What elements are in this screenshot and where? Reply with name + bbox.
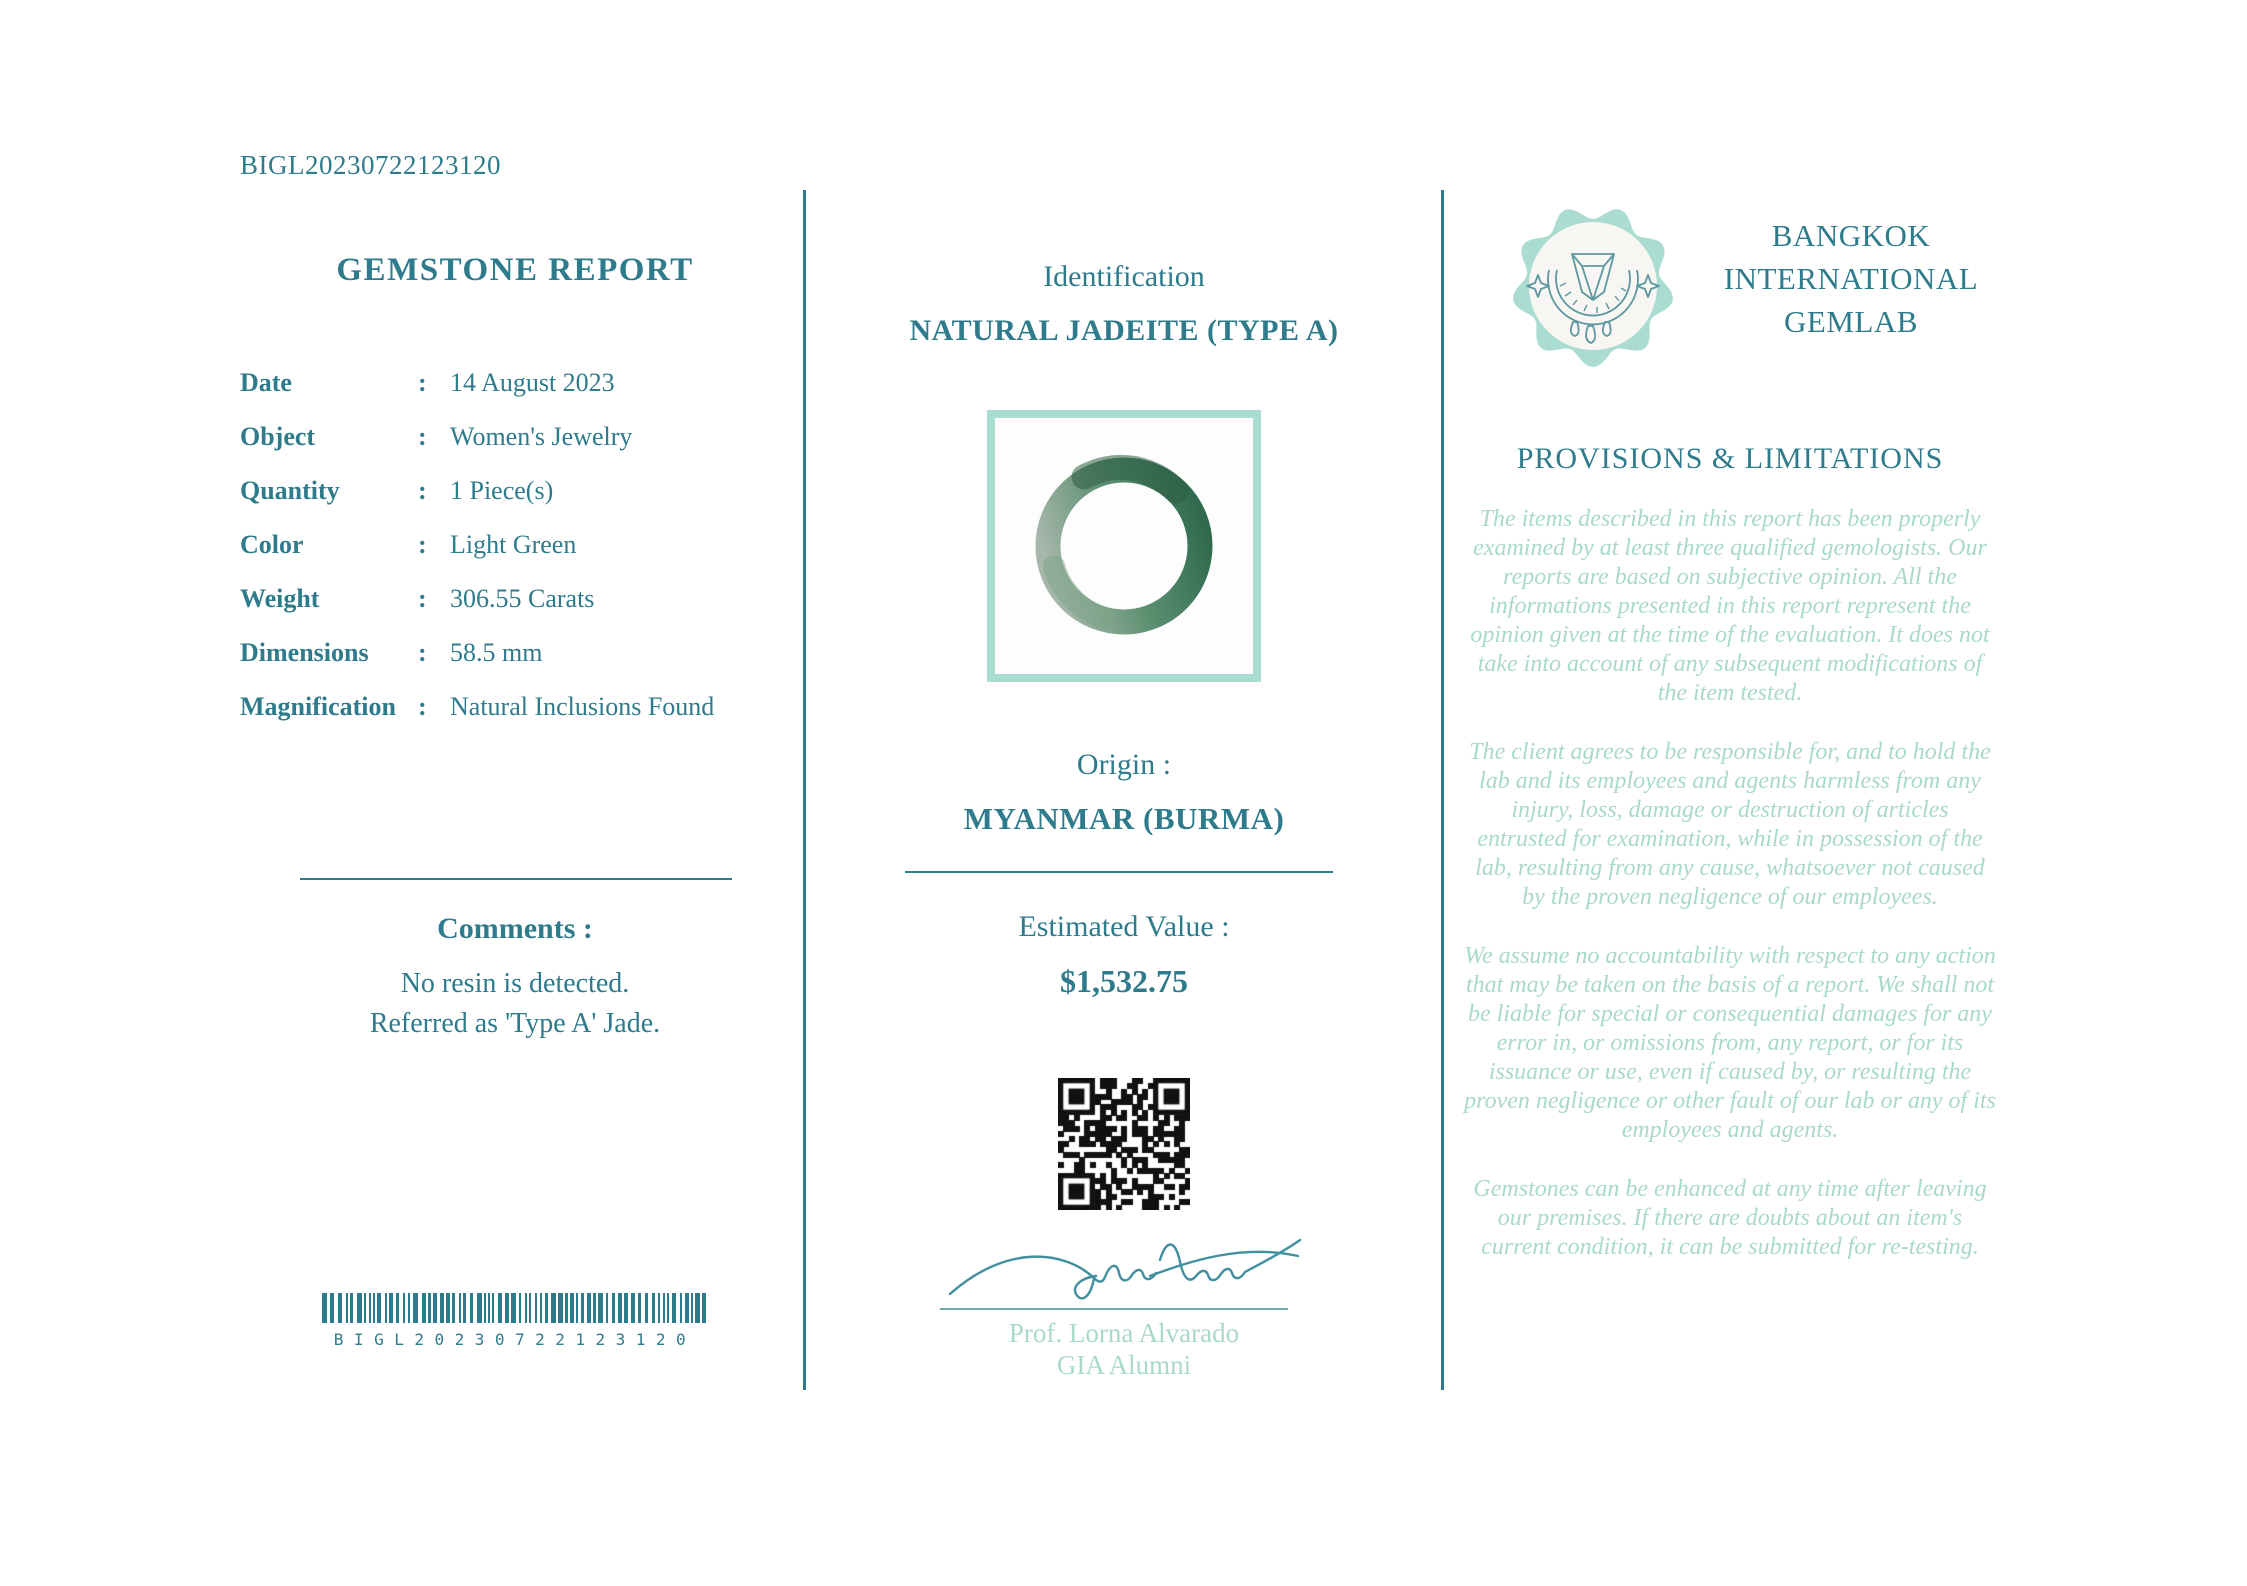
estimated-value: $1,532.75 [1060,963,1188,999]
report-title: GEMSTONE REPORT [336,252,694,288]
provisions-paragraph: Gemstones can be enhanced at any time after leaving our premises. If there are doubts about an item's current condition, it can be submitted for re-testing. [1473,1176,1987,1260]
jade-bangle-photo [987,410,1261,682]
provisions-paragraph: We assume no accountability with respect to any action that may be taken on the basis of a report. We shall not be liable for special or consequential damages for any error in, or omissions from, any report, or for its issuance or use, even if caused by, or resulting the proven negligence or other fault of our lab or any of its employees and agents. [1464,943,1996,1143]
barcode [322,1293,708,1349]
field-colon: : [418,476,427,505]
barcode-bars-icon [322,1293,708,1323]
field-label: Date [240,368,292,397]
field-colon: : [418,422,427,451]
identification-heading: Identification [1043,260,1205,293]
field-value: 1 Piece(s) [450,476,554,505]
field-row-object [240,420,790,454]
lab-name [1678,214,2024,343]
field-value: Light Green [450,530,577,559]
provisions-body [1464,505,1996,1292]
lab-name-line: GEMLAB [1784,304,1918,339]
field-colon: : [418,584,427,613]
field-value: 14 August 2023 [450,368,615,397]
identification-value: NATURAL JADEITE (TYPE A) [909,314,1339,347]
field-row-quantity [240,474,790,508]
lab-name-line: INTERNATIONAL [1723,261,1979,296]
field-colon: : [418,638,427,667]
comments-divider [300,878,732,880]
origin-label: Origin : [1076,748,1172,781]
estimated-value-label: Estimated Value : [1018,910,1230,943]
signatory-credential: GIA Alumni [1056,1350,1192,1380]
provisions-heading: PROVISIONS & LIMITATIONS [1516,442,1944,475]
field-label: Object [240,422,316,451]
divider-left [803,190,806,1390]
comments-heading: Comments : [437,912,593,945]
field-value: Natural Inclusions Found [450,692,715,721]
gemlab-seal-icon [1511,204,1675,368]
field-colon: : [418,368,427,397]
field-row-weight [240,582,790,616]
report-number: BIGL20230722123120 [240,150,501,180]
signatory-name: Prof. Lorna Alvarado [1008,1318,1240,1348]
field-label: Dimensions [240,638,369,667]
field-label: Weight [240,584,320,613]
field-row-color [240,528,790,562]
field-row-date [240,366,790,400]
comments-body [240,964,790,1044]
field-colon: : [418,530,427,559]
field-value: 58.5 mm [450,638,543,667]
field-label: Quantity [240,476,340,505]
barcode-text: BIGL20230722123120 [333,1330,697,1349]
field-value: 306.55 Carats [450,584,595,613]
field-row-dimensions [240,636,790,670]
field-row-magnification [240,690,790,724]
lab-name-line: BANGKOK [1771,218,1931,253]
qr-code-icon [1058,1078,1190,1210]
signature-icon [944,1222,1304,1310]
comment-line: Referred as 'Type A' Jade. [369,1008,661,1039]
provisions-paragraph: The items described in this report has been properly examined by at least three qualified gemologists. Our reports are based on subjective opinion. All the informations presented in this report represent the opinion given at the time of the evaluation. It does not take into account of any subsequent modifications of the item tested. [1470,506,1990,706]
field-label: Magnification [240,692,396,721]
value-divider [905,871,1333,873]
comment-line: No resin is detected. [400,968,630,999]
field-label: Color [240,530,304,559]
origin-value: MYANMAR (BURMA) [963,801,1285,836]
provisions-paragraph: The client agrees to be responsible for, and to hold the lab and its employees and agents harmless from any injury, loss, damage or destruction of articles entrusted for examination, while in possession of the lab, resulting from any cause, whatsoever not caused by the proven negligence of our employees. [1469,739,1991,910]
jade-bangle-icon [1024,446,1224,646]
report-fields [240,366,790,744]
divider-right [1441,190,1444,1390]
field-colon: : [418,692,427,721]
field-value: Women's Jewelry [450,422,633,451]
signature-divider [940,1308,1288,1310]
